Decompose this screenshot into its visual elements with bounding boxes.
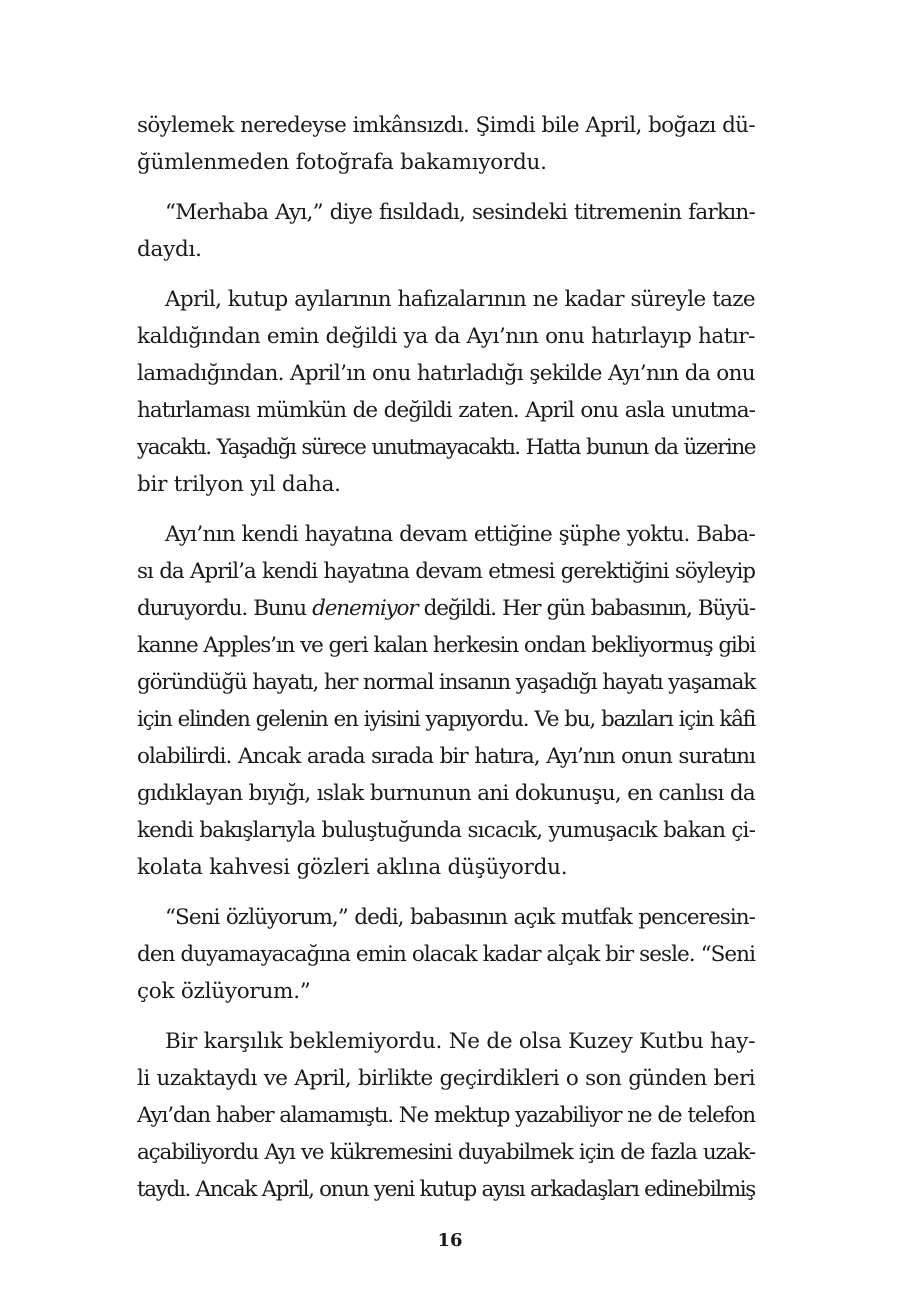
text-line: “Seni özlüyorum,” dedi, babasının açık mutfak penceresin- (165, 905, 755, 930)
text-line: çok özlüyorum.” (137, 979, 311, 1004)
text-line: April, kutup ayılarının hafızalarının ne kadar süreyle taze (165, 287, 755, 312)
paragraph-1 (137, 107, 755, 181)
text-line: gıdıklayan bıyığı, ıslak burnunun ani dokunuşu, en canlısı da (137, 781, 755, 806)
text-line: ğümlenmeden fotoğrafa bakamıyordu. (137, 150, 547, 175)
paragraph-4 (137, 516, 755, 886)
text-line: kanne Apples’ın ve geri kalan herkesin ondan bekliyormuş gibi (137, 633, 755, 658)
text-line: Bir karşılık beklemiyordu. Ne de olsa Kuzey Kutbu hay- (165, 1029, 756, 1054)
text-line: kendi bakışlarıyla buluştuğunda sıcacık, yumuşacık bakan çi- (137, 818, 755, 843)
text-line: sı da April’a kendi hayatına devam etmesi gerektiğini söyleyip (137, 559, 755, 584)
paragraph-3 (137, 281, 755, 503)
paragraph-5 (137, 899, 755, 1010)
text-line: söylemek neredeyse imkânsızdı. Şimdi bile April, boğazı dü- (137, 113, 755, 138)
text-line: “Merhaba Ayı,” diye fısıldadı, sesindeki titremenin farkın- (165, 200, 755, 225)
text-line: göründüğü hayatı, her normal insanın yaşadığı hayatı yaşamak (137, 670, 756, 695)
text-line: taydı. Ancak April, onun yeni kutup ayısı arkadaşları edinebilmiş (137, 1177, 755, 1202)
text-line: lamadığından. April’ın onu hatırladığı şekilde Ayı’nın da onu (137, 361, 755, 386)
text-line: açabiliyordu Ayı ve kükremesini duyabilmek için de fazla uzak- (137, 1140, 755, 1165)
text-segment: değildi. Her gün babasının, Büyü- (417, 596, 756, 621)
text-line: den duyamayacağına emin olacak kadar alçak bir sesle. “Seni (137, 942, 755, 967)
paragraph-6 (137, 1023, 755, 1208)
text-line: için elinden gelenin en iyisini yapıyordu. Ve bu, bazıları için kâfi (137, 707, 755, 732)
paragraph-2 (137, 194, 755, 268)
italic-word: denemiyor (312, 596, 418, 621)
text-line-with-italic (137, 590, 755, 627)
text-line: kaldığından emin değildi ya da Ayı’nın onu hatırlayıp hatır- (137, 324, 755, 349)
text-line: Ayı’dan haber alamamıştı. Ne mektup yazabiliyor ne de telefon (137, 1103, 755, 1128)
text-line: bir trilyon yıl daha. (137, 472, 341, 497)
text-line: daydı. (137, 237, 202, 262)
text-segment: duruyordu. Bunu (137, 596, 313, 621)
text-line: li uzaktaydı ve April, birlikte geçirdikleri o son günden beri (137, 1066, 755, 1091)
text-line: yacaktı. Yaşadığı sürece unutmayacaktı. Hatta bunun da üzerine (137, 435, 755, 460)
body-text (137, 107, 755, 1221)
text-line: Ayı’nın kendi hayatına devam ettiğine şüphe yoktu. Baba- (165, 522, 755, 547)
text-line: hatırlaması mümkün de değildi zaten. April onu asla unutma- (137, 398, 755, 423)
page-number: 16 (437, 1230, 463, 1251)
text-line: olabilirdi. Ancak arada sırada bir hatıra, Ayı’nın onun suratını (137, 744, 755, 769)
text-line: kolata kahvesi gözleri aklına düşüyordu. (137, 855, 568, 880)
